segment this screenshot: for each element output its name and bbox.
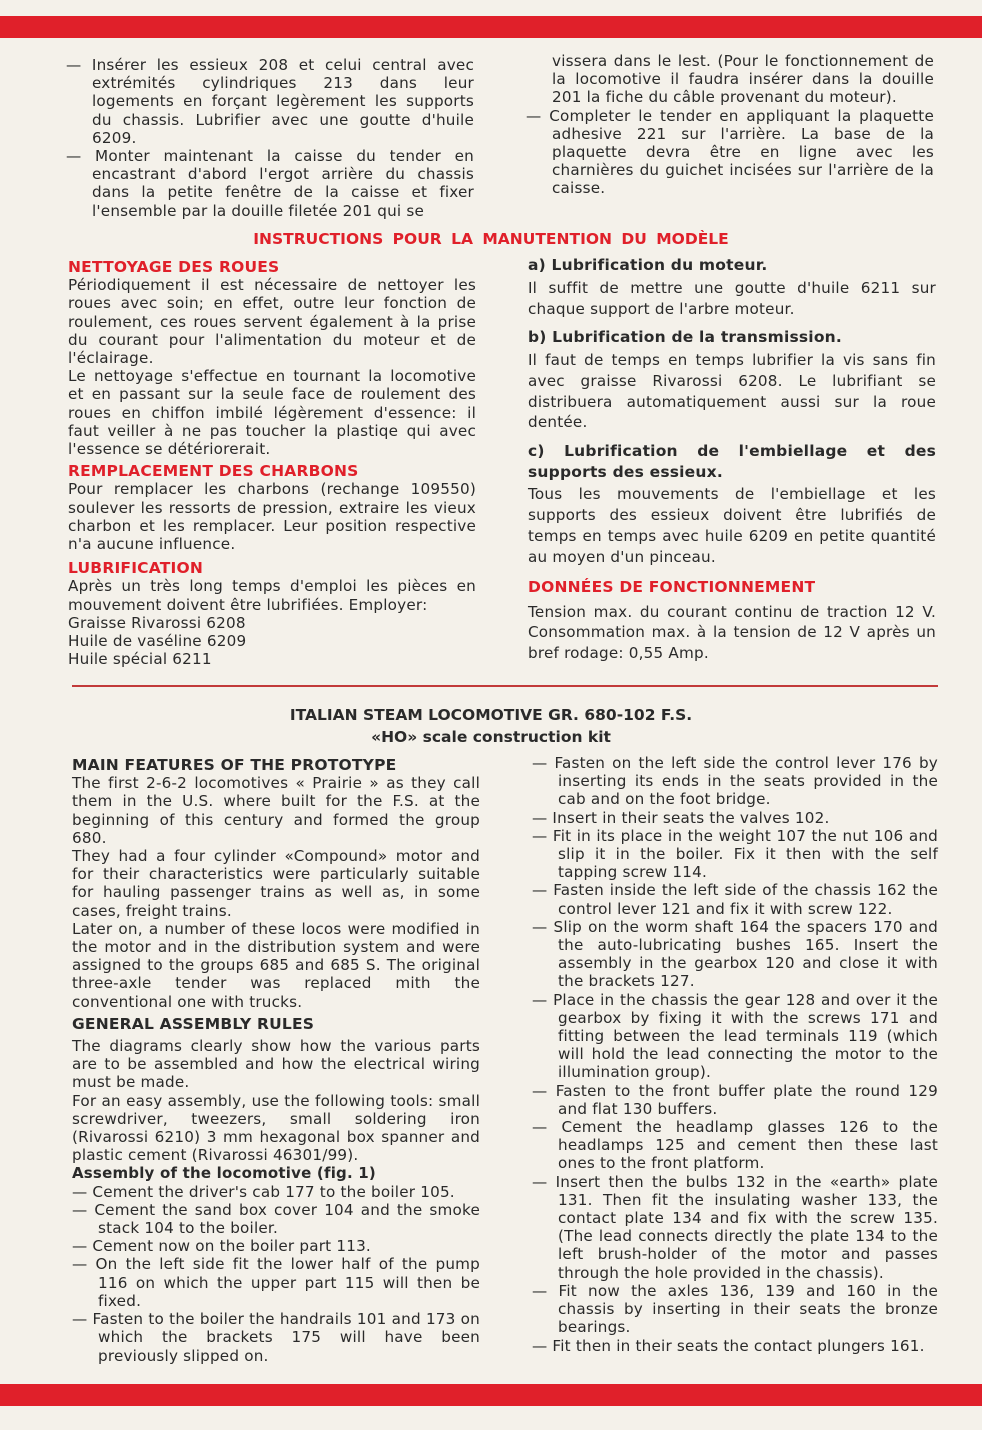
heading-assembly-loco: Assembly of the locomotive (fig. 1) [72, 1164, 376, 1183]
lubricant-line: Huile spécial 6211 [68, 650, 212, 669]
heading-lubr-embiellage: c) Lubrification de l'embiellage et des supports des essieux. [528, 442, 936, 482]
list-item: — Slip on the worm shaft 164 the spacers 170 and the auto-lubricating bushes 165. Insert the assembly in the gearbox 120 and close it with the brackets 127. [532, 918, 938, 991]
paragraph: Il suffit de mettre une goutte d'huile 6211 sur chaque support de l'arbre moteur. [528, 279, 936, 318]
heading-main-features: MAIN FEATURES OF THE PROTOTYPE [72, 756, 397, 774]
list-item: — On the left side fit the lower half of the pump 116 on which the upper part 115 will then be fixed. [72, 1255, 480, 1310]
list-item: — Completer le tender en appliquant la plaquette adhesive 221 sur l'arrière. La base de la plaquette devra être en ligne avec les charnières du guichet incisées sur l'arrière de la caisse. [526, 107, 934, 198]
list-item: — Fasten inside the left side of the chassis 162 the control lever 121 and fix it with screw 122. [532, 881, 938, 917]
list-item: — Cement now on the boiler part 113. [72, 1237, 480, 1255]
french-section-title: INSTRUCTIONS POUR LA MANUTENTION DU MODÈLE [253, 230, 729, 248]
heading-lubr-moteur: a) Lubrification du moteur. [528, 256, 768, 274]
list-item: — Insérer les essieux 208 et celui central avec extrémités cylindriques 213 dans leur logements en forçant legèrement les supports du chassis. Lubrifier avec une goutte d'huile 6209. [66, 56, 474, 147]
heading-nettoyage: NETTOYAGE DES ROUES [68, 258, 280, 276]
lubricant-line: Huile de vaséline 6209 [68, 632, 247, 651]
english-subtitle: «HO» scale construction kit [371, 728, 611, 746]
top-right-column [526, 52, 934, 198]
paragraph: Tension max. du courant continu de traction 12 V. Consommation max. à la tension de 12 V après un bref rodage: 0,55 Amp. [528, 602, 936, 663]
heading-charbons: REMPLACEMENT DES CHARBONS [68, 462, 359, 481]
section-divider [72, 685, 938, 687]
list-item: — Place in the chassis the gear 128 and over it the gearbox by fixing it with the screws 171 and fitting between the lead terminals 119 (which will hold the lead connecting the motor to the illumination group). [532, 991, 938, 1082]
paragraph: Later on, a number of these locos were modified in the motor and in the distribution system and were assigned to the groups 685 and 685 S. The original three-axle tender was replaced mith the conventional one with trucks. [72, 919, 480, 1011]
paragraph: The diagrams clearly show how the various parts are to be assembled and how the electrical wiring must be made. [72, 1037, 480, 1092]
english-left-column [72, 756, 480, 1365]
paragraph: Périodiquement il est nécessaire de nettoyer les roues avec soin; en effet, outre leur fonction de roulement, ces roues servent également à la prise du courant pour l'alimentation du moteur et de l'éclairage. [68, 276, 476, 368]
list-item: — Insert then the bulbs 132 in the «earth» plate 131. Then fit the insulating washer 133, the contact plate 134 and fix with the screw 135. (The lead connects directly the plate 134 to the left brush-holder of the motor and passes through the hole provided in the chassis). [532, 1173, 938, 1282]
heading-lubrification: LUBRIFICATION [68, 559, 204, 578]
list-item: — Cement the headlamp glasses 126 to the headlamps 125 and cement then these last ones to the front platform. [532, 1118, 938, 1173]
heading-assembly-rules: GENERAL ASSEMBLY RULES [72, 1014, 315, 1033]
paragraph: Il faut de temps en temps lubrifier la vis sans fin avec graisse Rivarossi 6208. Le lubrifiant se distribuera automatiquement aussi sur la roue dentée. [528, 351, 936, 432]
heading-donnees: DONNÉES DE FONCTIONNEMENT [528, 578, 816, 597]
lubricant-line: Graisse Rivarossi 6208 [68, 613, 246, 632]
paragraph: Pour remplacer les charbons (rechange 109550) soulever les ressorts de pression, extraire les vieux charbon et les remplacer. Leur position respective n'a aucune influence. [68, 480, 476, 554]
list-item: — Insert in their seats the valves 102. [532, 809, 938, 827]
list-item: — Fasten to the boiler the handrails 101 and 173 on which the brackets 175 will have been previously slipped on. [72, 1310, 480, 1365]
top-red-band [0, 16, 982, 38]
list-item: — Fit now the axles 136, 139 and 160 in the chassis by inserting in their seats the bronze bearings. [532, 1282, 938, 1337]
paragraph: Après un très long temps d'emploi les pièces en mouvement doivent être lubrifiées. Employer: [68, 577, 476, 614]
paragraph: The first 2-6-2 locomotives « Prairie » as they call them in the U.S. where built for the F.S. at the beginning of this century and formed the group 680. [72, 774, 480, 847]
list-item: — Cement the driver's cab 177 to the boiler 105. [72, 1183, 480, 1201]
french-right-column [528, 256, 936, 664]
list-item: — Fit then in their seats the contact plungers 161. [532, 1337, 938, 1355]
paragraph: They had a four cylinder «Compound» motor and for their characteristics were particularly suitable for hauling passenger trains as well as, in some cases, freight trains. [72, 847, 480, 920]
paragraph: Tous les mouvements de l'embiellage et les supports des essieux doivent être lubrifiés de temps en temps avec huile 6209 en petite quantité au moyen d'un pinceau. [528, 485, 936, 566]
paragraph: For an easy assembly, use the following tools: small screwdriver, tweezers, small soldering iron (Rivarossi 6210) 3 mm hexagonal box spanner and plastic cement (Rivarossi 46301/99). [72, 1091, 480, 1165]
english-title: ITALIAN STEAM LOCOMOTIVE GR. 680-102 F.S. [289, 706, 693, 724]
bottom-red-band [0, 1384, 982, 1406]
list-item: — Fasten to the front buffer plate the round 129 and flat 130 buffers. [532, 1082, 938, 1118]
list-item: — Monter maintenant la caisse du tender en encastrant d'abord l'ergot arrière du chassis dans la petite fenêtre de la caisse et fixer l'ensemble par la douille filetée 201 qui se [66, 147, 474, 220]
list-item: — Fasten on the left side the control lever 176 by inserting its ends in the seats provided in the cab and on the foot bridge. [532, 754, 938, 809]
top-left-column [66, 56, 474, 220]
continued-paragraph: vissera dans le lest. (Pour le fonctionnement de la locomotive il faudra insérer dans la douille 201 la fiche du câble provenant du moteur). [552, 52, 934, 107]
list-item: — Fit in its place in the weight 107 the nut 106 and slip it in the boiler. Fix it then with the self tapping screw 114. [532, 827, 938, 882]
paragraph: Le nettoyage s'effectue en tournant la locomotive et en passant sur la seule face de roulement des roues en chiffon imbilé légèrement d'essence: il faut veiller à ne pas toucher la plastiqe qui avec l'essence se détériorerait. [68, 367, 476, 459]
english-right-column [532, 754, 938, 1355]
french-left-column [68, 258, 476, 668]
list-item: — Cement the sand box cover 104 and the smoke stack 104 to the boiler. [72, 1201, 480, 1237]
heading-lubr-transmission: b) Lubrification de la transmission. [528, 327, 842, 346]
